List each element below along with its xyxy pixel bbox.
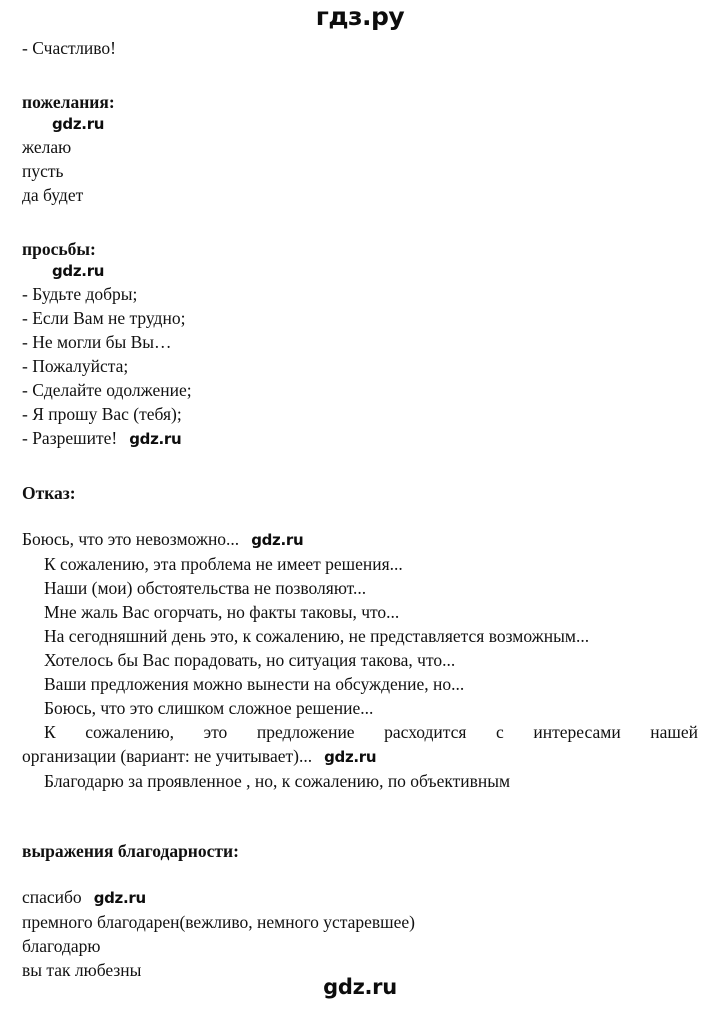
gdz-watermark: gdz.ru [324,748,377,766]
refusal-paragraph-justified [22,720,698,769]
wishes-item-2: пусть [22,161,64,181]
gratitude-item-2: премного благодарен(вежливо, немного устаревшее) [22,912,415,932]
gdz-watermark: gdz.ru [52,262,105,280]
requests-item-4: - Пожалуйста; [22,356,129,376]
watermark-requests [22,261,698,282]
watermark-wishes [22,114,698,135]
spacer [22,451,698,481]
requests-item-1: - Будьте добры; [22,284,138,304]
gdz-watermark: gdz.ru [129,430,182,448]
site-footer-logo: gdz.ru [323,975,397,999]
refusal-item-4: Мне жаль Вас огорчать, но факты таковы, что... [44,602,400,622]
requests-item-6: - Я прошу Вас (тебя); [22,404,182,424]
requests-item-2: - Если Вам не трудно; [22,308,186,328]
refusal-item-5: На сегодняшний день это, к сожалению, не представляется возможным... [44,626,590,646]
gdz-watermark: gdz.ru [251,531,304,549]
gdz-watermark: gdz.ru [52,115,105,133]
wishes-item-3: да будет [22,185,84,205]
gdz-watermark: gdz.ru [93,889,146,907]
farewell-line: - Счастливо! [22,38,117,58]
requests-item-5: - Сделайте одолжение; [22,380,192,400]
gratitude-item-1-text: спасибо [22,887,82,907]
section-heading-requests: просьбы: [22,239,96,259]
refusal-item-3: Наши (мои) обстоятельства не позволяют... [44,578,367,598]
refusal-item-9: Благодарю за проявленное , но, к сожалению, по объективным [44,771,511,791]
spacer [22,207,698,237]
refusal-paragraph-line-1: К сожалению, это предложение расходится с интересами нашей [44,722,698,742]
gratitude-item-4: вы так любезны [22,960,142,980]
section-heading-gratitude: выражения благодарности: [22,841,239,861]
spacer [22,505,698,527]
gratitude-item-1 [22,885,698,910]
gratitude-item-3: благодарю [22,936,101,956]
spacer [22,793,698,839]
refusal-paragraph-line-2-text: организации (вариант: не учитывает)... [22,746,313,766]
refusal-item-1-text: Боюсь, что это невозможно... [22,529,240,549]
spacer [22,863,698,885]
site-header-logo: гдз.ру [315,2,405,31]
requests-item-3: - Не могли бы Вы… [22,332,172,352]
document-content [22,36,698,982]
section-heading-refusal: Отказ: [22,483,76,503]
refusal-item-7: Ваши предложения можно вынести на обсуждение, но... [44,674,465,694]
refusal-paragraph-line-2 [22,744,698,769]
refusal-item-1 [22,527,698,552]
refusal-item-6: Хотелось бы Вас порадовать, но ситуация такова, что... [44,650,456,670]
refusal-item-8: Боюсь, что это слишком сложное решение... [44,698,374,718]
spacer [22,60,698,90]
requests-item-7-text: - Разрешите! [22,428,118,448]
section-heading-wishes: пожелания: [22,92,115,112]
requests-item-7 [22,426,698,451]
wishes-item-1: желаю [22,137,72,157]
refusal-item-2: К сожалению, эта проблема не имеет решения... [44,554,403,574]
